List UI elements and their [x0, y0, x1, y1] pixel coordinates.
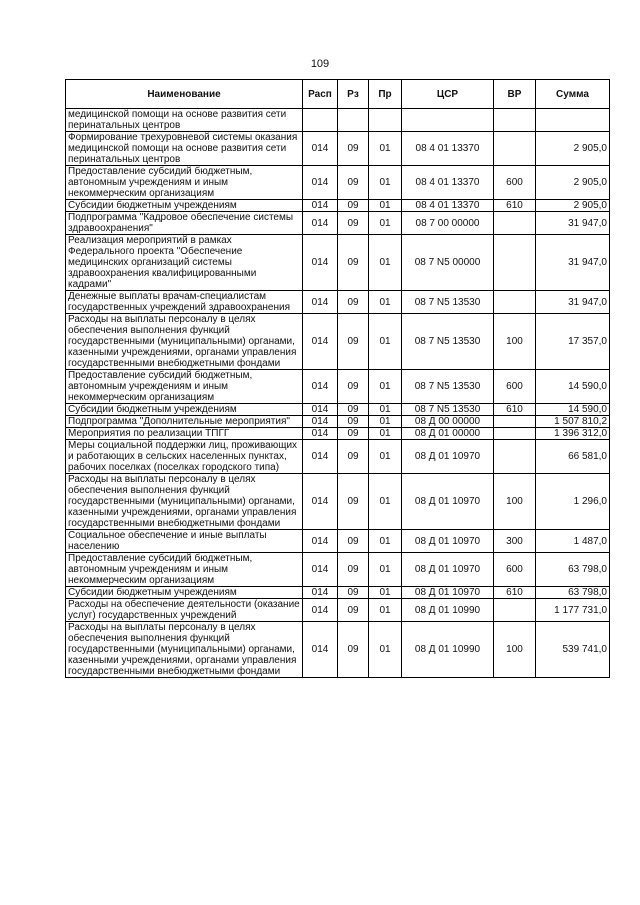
cell-pr: 01: [369, 132, 402, 166]
cell-rz: [338, 109, 369, 132]
cell-vr: 610: [494, 200, 536, 212]
cell-sum: 1 487,0: [536, 530, 610, 553]
table-row: [66, 212, 610, 235]
cell-sum: 17 357,0: [536, 314, 610, 370]
cell-csr: 08 7 N5 00000: [402, 235, 494, 291]
cell-rz: 09: [338, 416, 369, 428]
cell-sum: 1 507 810,2: [536, 416, 610, 428]
cell-rz: 09: [338, 530, 369, 553]
cell-vr: 100: [494, 622, 536, 678]
cell-csr: 08 7 N5 13530: [402, 314, 494, 370]
cell-csr: 08 Д 00 00000: [402, 416, 494, 428]
cell-name: Расходы на выплаты персоналу в целях обеспечения выполнения функций государственными (муниципальными) органами, казенными учреждениями, органами управления государственными внебюджетными фондами: [66, 474, 303, 530]
cell-pr: 01: [369, 530, 402, 553]
cell-rasp: 014: [303, 622, 338, 678]
cell-rasp: 014: [303, 587, 338, 599]
cell-name: Субсидии бюджетным учреждениям: [66, 200, 303, 212]
cell-sum: 31 947,0: [536, 291, 610, 314]
table-row: [66, 428, 610, 440]
cell-name: Подпрограмма "Дополнительные мероприятия": [66, 416, 303, 428]
cell-rz: 09: [338, 200, 369, 212]
cell-name: Расходы на выплаты персоналу в целях обеспечения выполнения функций государственными (муниципальными) органами, казенными учреждениями, органами управления государственными внебюджетными фондами: [66, 622, 303, 678]
cell-vr: 600: [494, 166, 536, 200]
table-row: [66, 622, 610, 678]
cell-sum: 63 798,0: [536, 553, 610, 587]
cell-rasp: 014: [303, 314, 338, 370]
cell-vr: 600: [494, 553, 536, 587]
cell-sum: 2 905,0: [536, 166, 610, 200]
cell-rasp: 014: [303, 370, 338, 404]
cell-sum: [536, 109, 610, 132]
cell-vr: [494, 212, 536, 235]
cell-rasp: 014: [303, 530, 338, 553]
table-row: [66, 291, 610, 314]
cell-pr: 01: [369, 404, 402, 416]
table-row: [66, 530, 610, 553]
cell-rz: 09: [338, 474, 369, 530]
cell-sum: 31 947,0: [536, 212, 610, 235]
cell-pr: 01: [369, 428, 402, 440]
cell-rz: 09: [338, 291, 369, 314]
cell-pr: 01: [369, 370, 402, 404]
cell-pr: 01: [369, 553, 402, 587]
cell-sum: 14 590,0: [536, 404, 610, 416]
header-rz: Рз: [338, 80, 369, 109]
cell-vr: [494, 235, 536, 291]
table-row: [66, 132, 610, 166]
cell-sum: 1 396 312,0: [536, 428, 610, 440]
table-row: [66, 200, 610, 212]
cell-sum: 2 905,0: [536, 132, 610, 166]
cell-rasp: 014: [303, 599, 338, 622]
cell-name: Расходы на обеспечение деятельности (оказание услуг) государственных учреждений: [66, 599, 303, 622]
budget-table: [65, 79, 610, 678]
cell-sum: 539 741,0: [536, 622, 610, 678]
cell-rz: 09: [338, 440, 369, 474]
cell-name: Субсидии бюджетным учреждениям: [66, 587, 303, 599]
cell-vr: [494, 132, 536, 166]
cell-pr: 01: [369, 212, 402, 235]
cell-csr: 08 7 00 00000: [402, 212, 494, 235]
cell-rasp: 014: [303, 200, 338, 212]
cell-vr: [494, 416, 536, 428]
cell-vr: 610: [494, 404, 536, 416]
cell-name: Субсидии бюджетным учреждениям: [66, 404, 303, 416]
cell-csr: [402, 109, 494, 132]
cell-vr: 100: [494, 314, 536, 370]
cell-rz: 09: [338, 553, 369, 587]
cell-csr: 08 4 01 13370: [402, 166, 494, 200]
cell-sum: 66 581,0: [536, 440, 610, 474]
cell-rasp: [303, 109, 338, 132]
cell-csr: 08 7 N5 13530: [402, 404, 494, 416]
cell-pr: 01: [369, 599, 402, 622]
table-header-row: [66, 80, 610, 109]
cell-csr: 08 Д 01 10970: [402, 474, 494, 530]
cell-csr: 08 4 01 13370: [402, 200, 494, 212]
cell-rasp: 014: [303, 404, 338, 416]
cell-rz: 09: [338, 235, 369, 291]
cell-vr: 600: [494, 370, 536, 404]
header-csr: ЦСР: [402, 80, 494, 109]
cell-vr: [494, 428, 536, 440]
cell-rasp: 014: [303, 553, 338, 587]
cell-rasp: 014: [303, 440, 338, 474]
cell-vr: 100: [494, 474, 536, 530]
cell-vr: 610: [494, 587, 536, 599]
table-row: [66, 416, 610, 428]
cell-csr: 08 Д 01 00000: [402, 428, 494, 440]
table-row: [66, 370, 610, 404]
table-row: [66, 314, 610, 370]
page-number: 109: [310, 58, 330, 70]
cell-pr: 01: [369, 440, 402, 474]
cell-sum: 1 296,0: [536, 474, 610, 530]
cell-pr: 01: [369, 235, 402, 291]
cell-pr: 01: [369, 622, 402, 678]
cell-csr: 08 Д 01 10970: [402, 440, 494, 474]
cell-rasp: 014: [303, 235, 338, 291]
cell-csr: 08 Д 01 10970: [402, 530, 494, 553]
cell-pr: 01: [369, 291, 402, 314]
cell-sum: 14 590,0: [536, 370, 610, 404]
cell-name: Мероприятия по реализации ТПГГ: [66, 428, 303, 440]
cell-csr: 08 7 N5 13530: [402, 291, 494, 314]
table-row: [66, 599, 610, 622]
cell-name: Меры социальной поддержки лиц, проживающих и работающих в сельских населенных пунктах, рабочих поселках (поселках городского типа): [66, 440, 303, 474]
table-row: [66, 404, 610, 416]
table-row: [66, 166, 610, 200]
cell-pr: 01: [369, 416, 402, 428]
header-sum: Сумма: [536, 80, 610, 109]
cell-rz: 09: [338, 622, 369, 678]
cell-pr: 01: [369, 587, 402, 599]
table-row: [66, 587, 610, 599]
cell-rz: 09: [338, 314, 369, 370]
cell-pr: [369, 109, 402, 132]
cell-rz: 09: [338, 132, 369, 166]
cell-sum: 63 798,0: [536, 587, 610, 599]
cell-name: медицинской помощи на основе развития сети перинатальных центров: [66, 109, 303, 132]
cell-rasp: 014: [303, 428, 338, 440]
cell-csr: 08 Д 01 10990: [402, 599, 494, 622]
cell-rasp: 014: [303, 132, 338, 166]
cell-csr: 08 4 01 13370: [402, 132, 494, 166]
cell-name: Формирование трехуровневой системы оказания медицинской помощи на основе развития сети перинатальных центров: [66, 132, 303, 166]
cell-name: Реализация мероприятий в рамках Федерального проекта "Обеспечение медицинских организаций системы здравоохранения квалифицированными кадрами": [66, 235, 303, 291]
cell-rz: 09: [338, 587, 369, 599]
cell-vr: [494, 291, 536, 314]
cell-pr: 01: [369, 166, 402, 200]
table-row: [66, 235, 610, 291]
cell-vr: [494, 599, 536, 622]
cell-csr: 08 7 N5 13530: [402, 370, 494, 404]
table-row: [66, 109, 610, 132]
cell-name: Предоставление субсидий бюджетным, автономным учреждениям и иным некоммерческим организациям: [66, 553, 303, 587]
table-row: [66, 553, 610, 587]
cell-vr: 300: [494, 530, 536, 553]
header-name: Наименование: [66, 80, 303, 109]
table-row: [66, 440, 610, 474]
cell-name: Расходы на выплаты персоналу в целях обеспечения выполнения функций государственными (муниципальными) органами, казенными учреждениями, органами управления государственными внебюджетными фондами: [66, 314, 303, 370]
cell-name: Денежные выплаты врачам-специалистам государственных учреждений здравоохранения: [66, 291, 303, 314]
cell-rz: 09: [338, 599, 369, 622]
cell-name: Подпрограмма "Кадровое обеспечение системы здравоохранения": [66, 212, 303, 235]
cell-csr: 08 Д 01 10990: [402, 622, 494, 678]
cell-name: Предоставление субсидий бюджетным, автономным учреждениям и иным некоммерческим организациям: [66, 166, 303, 200]
header-rasp: Расп: [303, 80, 338, 109]
cell-rasp: 014: [303, 416, 338, 428]
cell-vr: [494, 109, 536, 132]
cell-rz: 09: [338, 428, 369, 440]
cell-pr: 01: [369, 474, 402, 530]
cell-name: Социальное обеспечение и иные выплаты населению: [66, 530, 303, 553]
cell-rz: 09: [338, 166, 369, 200]
cell-rasp: 014: [303, 212, 338, 235]
cell-pr: 01: [369, 314, 402, 370]
cell-sum: 1 177 731,0: [536, 599, 610, 622]
cell-csr: 08 Д 01 10970: [402, 553, 494, 587]
cell-name: Предоставление субсидий бюджетным, автономным учреждениям и иным некоммерческим организациям: [66, 370, 303, 404]
cell-rasp: 014: [303, 474, 338, 530]
cell-rz: 09: [338, 212, 369, 235]
cell-rasp: 014: [303, 291, 338, 314]
cell-csr: 08 Д 01 10970: [402, 587, 494, 599]
table-row: [66, 474, 610, 530]
cell-vr: [494, 440, 536, 474]
cell-rz: 09: [338, 404, 369, 416]
header-pr: Пр: [369, 80, 402, 109]
cell-sum: 2 905,0: [536, 200, 610, 212]
cell-rz: 09: [338, 370, 369, 404]
cell-rasp: 014: [303, 166, 338, 200]
header-vr: ВР: [494, 80, 536, 109]
cell-pr: 01: [369, 200, 402, 212]
cell-sum: 31 947,0: [536, 235, 610, 291]
